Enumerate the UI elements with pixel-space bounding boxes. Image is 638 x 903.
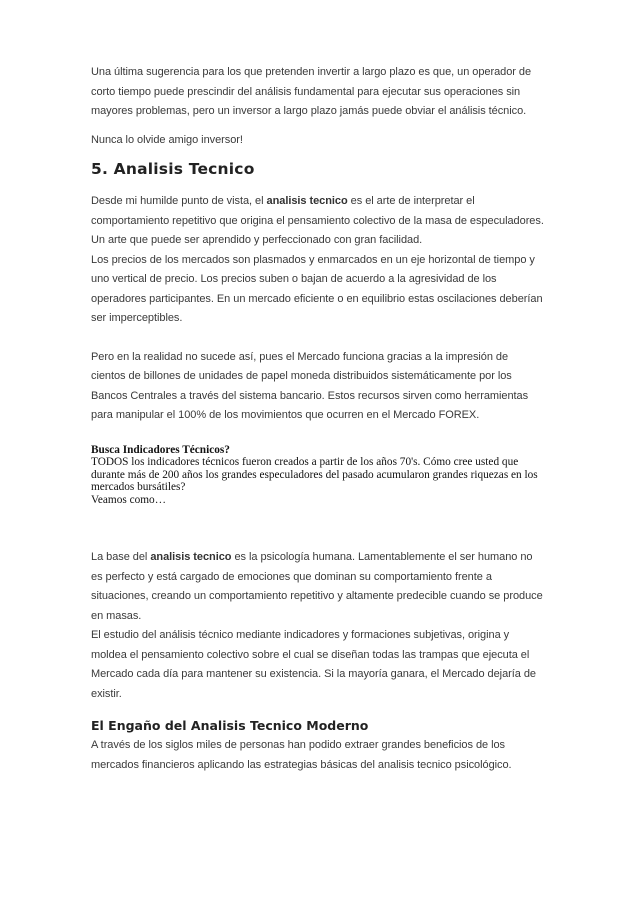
paragraph-central-banks: Pero en la realidad no sucede así, pues el Mercado funciona gracias a la impresión de cientos de billones de unidades de papel moneda distribuidos sistemáticamente por los Bancos Centrales a través del sistema bancario. Estos recursos sirven como herramientas para manipular el 100% de los movimientos que ocurren en el Mercado FOREX. — [91, 350, 529, 421]
bold-term-2: analisis tecnico — [150, 551, 232, 563]
paragraph-psychology: La base del analisis tecnico es la psicología humana. Lamentablemente el ser humano no es perfecto y está cargado de emociones que dominan su comportamiento frente a situaciones, creando un comportamiento repetitivo y altamente predecible cuando se produce en masas. — [91, 551, 543, 622]
bold-term: analisis tecnico — [266, 195, 348, 207]
callout-title: Busca Indicadores Técnicos? — [91, 443, 230, 456]
callout-footer: Veamos como… — [91, 493, 166, 506]
paragraph-long-term-advice: Una última sugerencia para los que pretenden invertir a largo plazo es que, un operador de corto tiempo puede prescindir del análisis fundamental para ejecutar sus operaciones sin mayores problemas, pero un inversor a largo plazo jamás puede obviar el análisis técnico. — [91, 66, 532, 117]
callout-body: TODOS los indicadores técnicos fueron creados a partir de los años 70's. Cómo cree usted que durante más de 200 años los grandes especuladores del pasado acumularon grandes riquezas en los mercados bursátiles? — [91, 456, 538, 493]
paragraph-reminder: Nunca lo olvide amigo inversor! — [91, 133, 243, 146]
paragraph-definition: Desde mi humilde punto de vista, el analisis tecnico es el arte de interpretar el comportamiento repetitivo que origina el pensamiento colectivo de la masa de especuladores. Un arte que puede ser aprendido y perfeccionado con gran facilidad. — [91, 195, 544, 246]
subsection-title: El Engaño del Analisis Tecnico Moderno — [91, 718, 369, 733]
section-title: 5. Analisis Tecnico — [91, 160, 255, 178]
callout-indicators — [91, 444, 544, 507]
paragraph-history: A través de los siglos miles de personas han podido extraer grandes beneficios de los mercados financieros aplicando las estrategias básicas del analisis tecnico psicológico. — [91, 739, 512, 771]
paragraph-market-traps: El estudio del análisis técnico mediante indicadores y formaciones subjetivas, origina y moldea el pensamiento colectivo sobre el cual se diseñan todas las trampas que ejecuta el Mercado cada día para mantener su existencia. Si la mayoría ganara, el Mercado dejaría de existir. — [91, 629, 536, 700]
paragraph-price-axes: Los precios de los mercados son plasmados y enmarcados en un eje horizontal de tiempo y uno vertical de precio. Los precios suben o bajan de acuerdo a la agresividad de los operadores participantes. En un mercado eficiente o en equilibrio estas oscilaciones deberían ser imperceptibles. — [91, 253, 543, 324]
